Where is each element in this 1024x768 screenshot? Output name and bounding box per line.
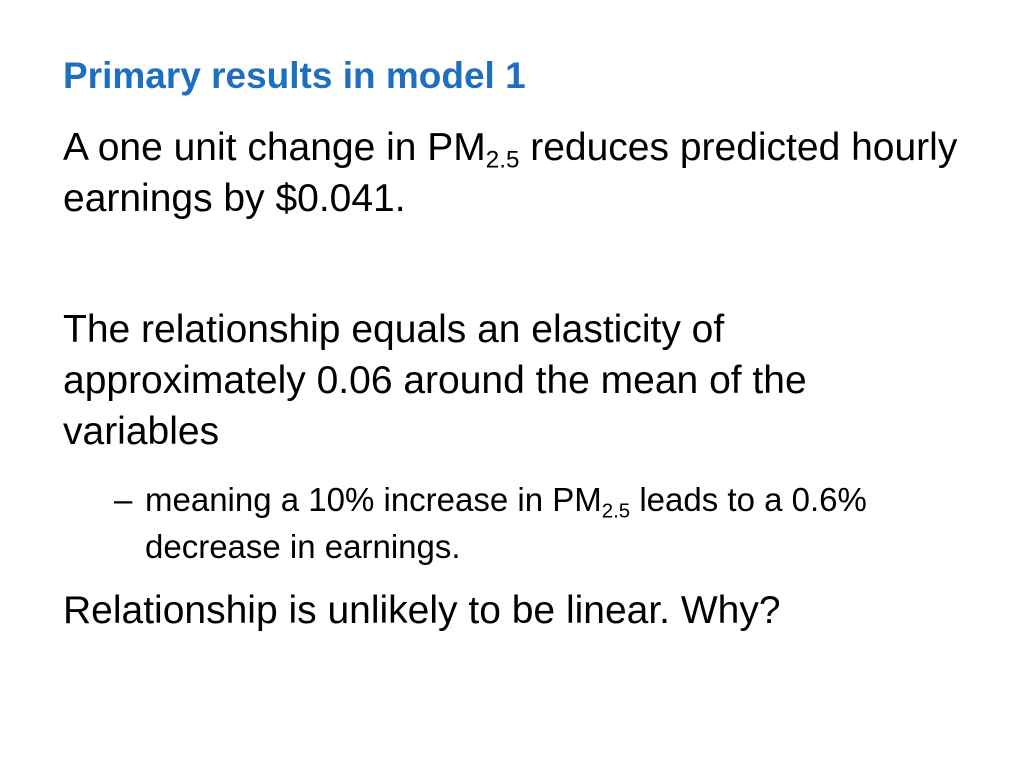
elasticity-paragraph: The relationship equals an elasticity of approximately 0.06 around the mean of the variables xyxy=(63,308,807,453)
bullet-pm-subscript: 2.5 xyxy=(601,499,631,523)
result-text-end: reduces predicted hourly earnings by $0.041. xyxy=(63,126,958,220)
linearity-paragraph: Relationship is unlikely to be linear. Why? xyxy=(63,589,781,632)
bullet-dash: – xyxy=(114,481,133,518)
bullet-text-start: meaning a 10% increase in PM xyxy=(145,481,602,518)
slide-title: Primary results in model 1 xyxy=(63,55,526,96)
result-text-start: A one unit change in PM xyxy=(63,126,486,169)
elasticity-bullet xyxy=(114,476,934,570)
bullet-text xyxy=(114,476,934,570)
bullet-text-end: leads to a 0.6% decrease in earnings. xyxy=(145,481,867,565)
result-paragraph xyxy=(63,122,963,224)
pm-subscript: 2.5 xyxy=(485,146,520,174)
